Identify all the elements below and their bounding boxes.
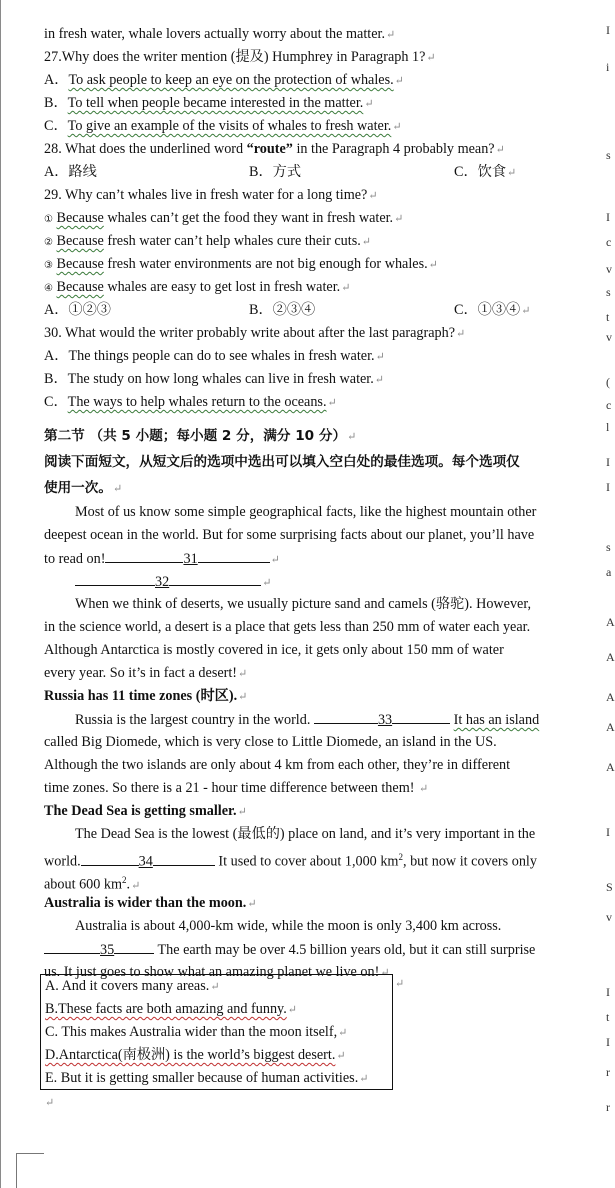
section-2-instruction: 阅读下面短文，从短文后的选项中选出可以填入空白处的最佳选项。每个选项仅 xyxy=(44,454,520,470)
adjacent-page-fragment: l xyxy=(606,420,610,434)
blank-34: 34 xyxy=(138,853,153,870)
adjacent-page-fragment: t xyxy=(606,1010,610,1024)
options-28: A．路线 B．方式 C．饮食↵ xyxy=(44,164,517,180)
passage-p2: When we think of deserts, we usually picture sand and camels (骆驼). However, xyxy=(75,596,532,612)
choice-a: A. And it covers many areas.↵ xyxy=(45,978,220,994)
option-27-a: A．To ask people to keep an eye on the protection of whales.↵ xyxy=(44,72,404,88)
passage-p3: Although the two islands are only about 4 km from each other, they’re in different xyxy=(44,757,511,773)
adjacent-page-fragment: ( xyxy=(606,375,610,389)
blank-35: 35 xyxy=(100,942,115,958)
subheading-dead-sea: The Dead Sea is getting smaller.↵ xyxy=(44,803,247,819)
adjacent-page-fragment: I xyxy=(606,825,610,839)
adjacent-page-fragment: r xyxy=(606,1065,610,1079)
passage-p1: deepest ocean in the world. But for some surprising facts about our planet, you’ll have xyxy=(44,527,535,543)
adjacent-page-fragment: S xyxy=(606,880,613,894)
section-2-instruction-2: 使用一次。↵ xyxy=(44,480,123,496)
adjacent-page-fragment: A xyxy=(606,760,615,774)
question-27: 27.Why does the writer mention (提及) Humphrey in Paragraph 1?↵ xyxy=(44,49,436,65)
passage-p3: called Big Diomede, which is very close to Little Diomede, an island in the US. xyxy=(44,734,497,750)
adjacent-page-fragment: A xyxy=(606,615,615,629)
options-29: A．①②③ B．②③④ C．①③④↵ xyxy=(44,302,531,318)
question-30: 30. What would the writer probably write about after the last paragraph?↵ xyxy=(44,325,466,341)
option-30-c: C．The ways to help whales return to the oceans.↵ xyxy=(44,394,337,410)
passage-p5: Australia is about 4,000-km wide, while the moon is only 3,400 km across. xyxy=(75,918,502,934)
adjacent-page-fragment: I xyxy=(606,210,610,224)
adjacent-page-fragment: I xyxy=(606,1035,610,1049)
passage-p5: us. It just goes to show what an amazing planet we live on!↵ xyxy=(44,964,390,980)
adjacent-page-fragment: s xyxy=(606,148,611,162)
passage-p2: in the science world, a desert is a place that gets less than 250 mm of water each year. xyxy=(44,619,531,635)
blank-31: 31 xyxy=(183,551,198,567)
passage-p1: Most of us know some simple geographical facts, like the highest mountain other xyxy=(75,504,537,520)
adjacent-page-fragment: A xyxy=(606,720,615,734)
document-body xyxy=(44,23,584,984)
adjacent-page-fragment: I xyxy=(606,480,610,494)
adjacent-page-fragment: I xyxy=(606,985,610,999)
q29-item-1: ① Because whales can’t get the food they want in fresh water.↵ xyxy=(44,210,404,226)
adjacent-page-fragment: c xyxy=(606,398,612,412)
question-29: 29. Why can’t whales live in fresh water for a long time?↵ xyxy=(44,187,378,203)
blank-34-line: world. 34 It used to cover about 1,000 $km^2$, but now it covers only xyxy=(44,846,584,869)
choice-d: D.Antarctica(南极洲) is the world’s biggest desert.↵ xyxy=(45,1047,346,1063)
passage-p4: The Dead Sea is the lowest (最低的) place on land, and it’s very important in the xyxy=(75,826,536,842)
page-corner-mark xyxy=(16,1153,17,1188)
passage-p4: about 600 $km^2.↵$ xyxy=(44,875,141,893)
option-30-a: A．The things people can do to see whales in fresh water.↵ xyxy=(44,348,385,364)
choice-b: B.These facts are both amazing and funny.↵ xyxy=(45,1001,297,1017)
adjacent-page-fragment: v xyxy=(606,330,612,344)
adjacent-page-fragment: v xyxy=(606,262,612,276)
blank-35-line: 35 The earth may be over 4.5 billion years old, but it can still surprise xyxy=(44,938,584,961)
q29-item-4: ④ Because whales are easy to get lost in fresh water.↵ xyxy=(44,279,351,295)
choice-e: E. But it is getting smaller because of human activities.↵ xyxy=(45,1070,369,1086)
choices-box xyxy=(40,974,393,1090)
page-corner-mark-h xyxy=(16,1153,44,1154)
blank-32-line: 32 ↵ xyxy=(44,570,584,593)
adjacent-page-fragment: I xyxy=(606,455,610,469)
section-2-heading: 第二节 （共 5 小题；每小题 2 分，满分 10 分）↵ xyxy=(44,428,357,444)
adjacent-page-fragment: r xyxy=(606,1100,610,1114)
choice-c: C. This makes Australia wider than the moon itself,↵ xyxy=(45,1024,348,1040)
option-30-b: B．The study on how long whales can live in fresh water.↵ xyxy=(44,371,385,387)
adjacent-page-fragment: s xyxy=(606,285,611,299)
blank-33-line: Russia is the largest country in the world. 33 It has an island xyxy=(44,708,584,731)
paragraph-mark: ↵ xyxy=(395,978,405,990)
passage-p2: every year. So it’s in fact a desert!↵ xyxy=(44,665,248,681)
question-28: 28. What does the underlined word “route” in the Paragraph 4 probably mean?↵ xyxy=(44,141,505,157)
adjacent-page-fragment: I xyxy=(606,23,610,37)
adjacent-page-fragment: A xyxy=(606,690,615,704)
adjacent-page-fragment: A xyxy=(606,650,615,664)
subheading-russia: Russia has 11 time zones (时区).↵ xyxy=(44,688,248,704)
blank-32: 32 xyxy=(155,574,170,590)
page-left-edge xyxy=(0,0,1,1188)
adjacent-page-fragment: v xyxy=(606,910,612,924)
adjacent-page-fragment: i xyxy=(606,60,610,74)
option-27-b: B．To tell when people became interested in the matter.↵ xyxy=(44,95,374,111)
adjacent-page-fragment: a xyxy=(606,565,612,579)
adjacent-page-fragment: s xyxy=(606,540,611,554)
blank-33: 33 xyxy=(377,712,393,728)
text-line: in fresh water, whale lovers actually worry about the matter.↵ xyxy=(44,26,396,42)
option-27-c: C．To give an example of the visits of whales to fresh water.↵ xyxy=(44,118,402,134)
next-page-column xyxy=(605,0,613,1188)
q29-item-3: ③ Because fresh water environments are not big enough for whales.↵ xyxy=(44,256,438,272)
subheading-australia: Australia is wider than the moon.↵ xyxy=(44,895,257,911)
q29-item-2: ② Because fresh water can’t help whales cure their cuts.↵ xyxy=(44,233,371,249)
paragraph-mark: ↵ xyxy=(45,1097,55,1109)
blank-31-line: to read on! 31 ↵ xyxy=(44,547,584,570)
passage-p2: Although Antarctica is mostly covered in ice, it gets only about 150 mm of water xyxy=(44,642,504,658)
adjacent-page-fragment: t xyxy=(606,310,610,324)
adjacent-page-fragment: c xyxy=(606,235,612,249)
passage-p3: time zones. So there is a 21 - hour time difference between them! ↵ xyxy=(44,780,429,796)
